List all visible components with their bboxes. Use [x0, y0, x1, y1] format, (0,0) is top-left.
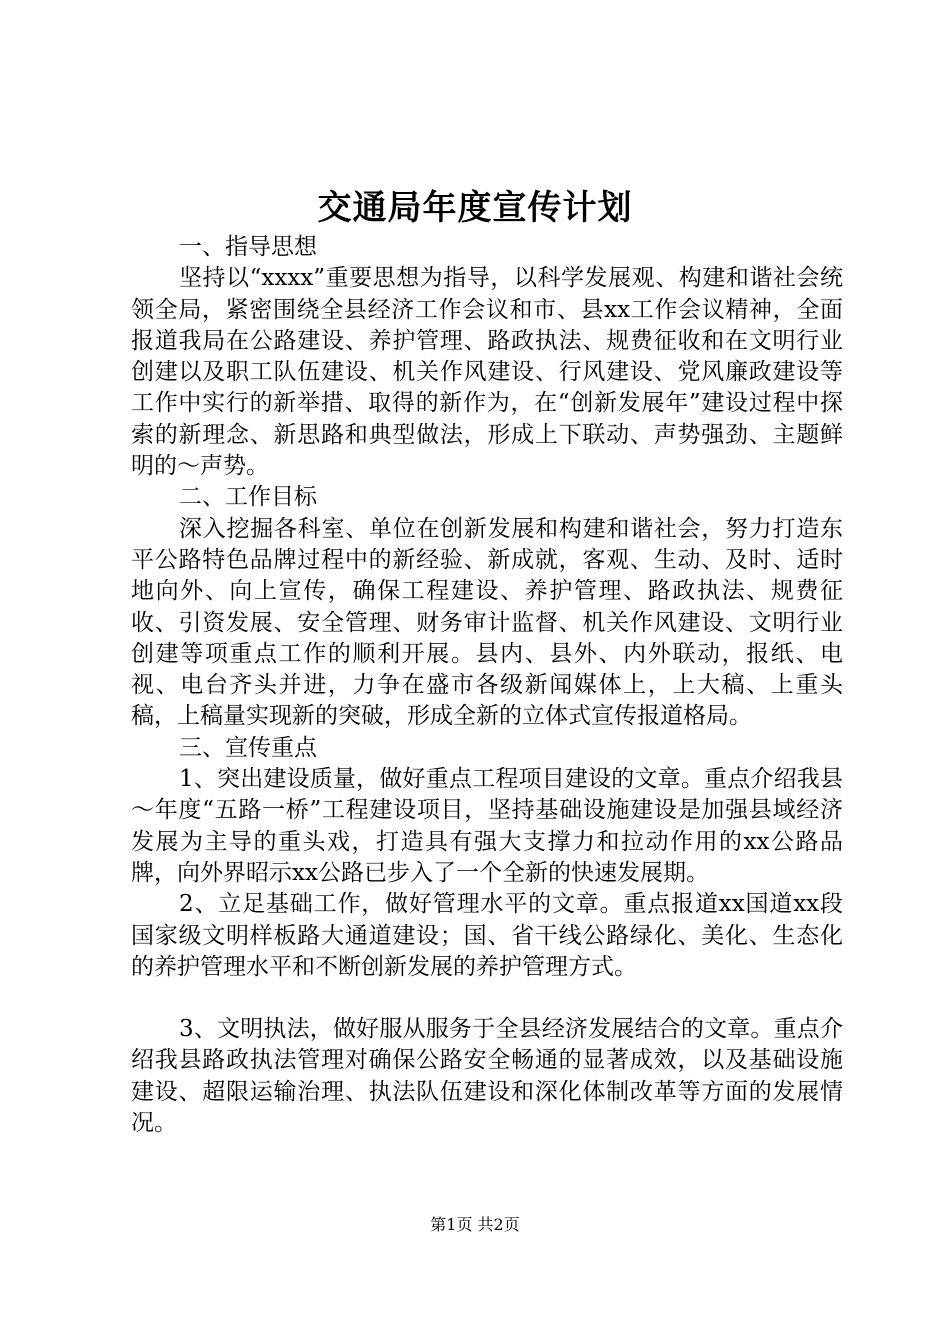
document-body [131, 232, 843, 1139]
section-heading-1: 一、指导思想 [179, 234, 317, 260]
page-number-footer: 第1页 共2页 [430, 1215, 520, 1234]
paragraph-spacer [131, 983, 843, 1014]
section-3-paragraph-3: 3、文明执法，做好服从服务于全县经济发展结合的文章。重点介绍我县路政执法管理对确保公路安全畅通的显著成效，以及基础设施建设、超限运输治理、执法队伍建设和深化体制改革等方面的发展情况。 [131, 1016, 843, 1137]
section-2-paragraph-1: 深入挖掘各科室、单位在创新发展和构建和谐社会，努力打造东平公路特色品牌过程中的新经验、新成就，客观、生动、及时、适时地向外、向上宣传，确保工程建设、养护管理、路政执法、规费征收、引资发展、安全管理、财务审计监督、机关作风建设、文明行业创建等项重点工作的顺利开展。县内、县外、内外联动，报纸、电视、电台齐头并进，力争在盛市各级新闻媒体上，上大稿、上重头稿，上稿量实现新的突破，形成全新的立体式宣传报道格局。 [131, 515, 843, 730]
section-3-paragraph-2: 2、立足基础工作，做好管理水平的文章。重点报道xx国道xx段国家级文明样板路大通道建设；国、省干线公路绿化、美化、生态化的养护管理水平和不断创新发展的养护管理方式。 [131, 891, 843, 980]
document-title: 交通局年度宣传计划 [317, 188, 633, 228]
section-1-paragraph-1: 坚持以“xxxx”重要思想为指导，以科学发展观、构建和谐社会统领全局，紧密围绕全县经济工作会议和市、县xx工作会议精神，全面报道我局在公路建设、养护管理、路政执法、规费征收和在文明行业创建以及职工队伍建设、机关作风建设、行风建设、党风廉政建设等工作中实行的新举措、取得的新作为，在“创新发展年”建设过程中探索的新理念、新思路和典型做法，形成上下联动、声势强劲、主题鲜明的～声势。 [131, 265, 843, 480]
section-heading-2: 二、工作目标 [179, 484, 317, 511]
section-heading-3: 三、宣传重点 [179, 734, 317, 761]
section-3-paragraph-1: 1、突出建设质量，做好重点工程项目建设的文章。重点介绍我县～年度“五路一桥”工程建设项目，坚持基础设施建设是加强县域经济发展为主导的重头戏，打造具有强大支撑力和拉动作用的xx公路品牌，向外界昭示xx公路已步入了一个全新的快速发展期。 [131, 766, 843, 886]
